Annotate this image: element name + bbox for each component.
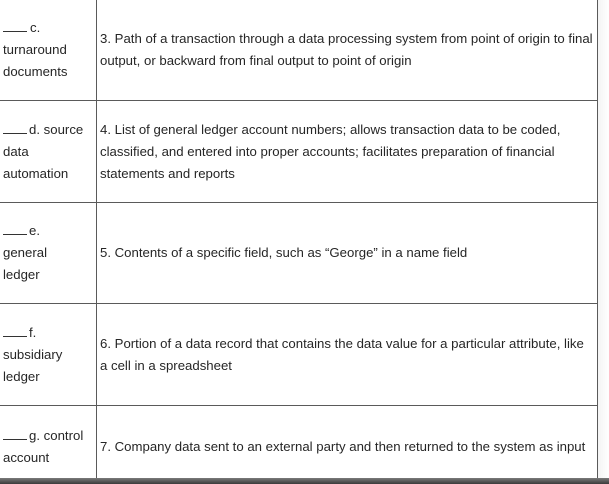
term-cell (0, 406, 97, 484)
term-line: turnaround (3, 41, 67, 57)
term-label: g. control (29, 428, 84, 443)
table-row (0, 304, 598, 406)
term-line: ledger (3, 267, 40, 282)
term-line (3, 220, 94, 242)
answer-blank[interactable] (3, 122, 27, 134)
definition-text: 6. Portion of a data record that contains the data value for a particular attribute, like a cell in a spreadsheet (100, 335, 584, 373)
term-line: account (3, 450, 50, 465)
definition-text: 5. Contents of a specific field, such as “George” in a name field (100, 245, 468, 260)
term-line: subsidiary (3, 346, 63, 362)
definition-cell (97, 203, 598, 304)
term-line: general (3, 245, 47, 260)
table-row (0, 406, 598, 484)
term-line: automation (3, 165, 69, 181)
definition-cell (97, 0, 598, 101)
answer-blank[interactable] (3, 20, 27, 32)
term-cell (0, 101, 97, 203)
definition-cell (97, 304, 598, 406)
definition-cell (97, 101, 598, 203)
definition-text: 4. List of general ledger account numbers; allows transaction data to be coded, classified, and entered into proper accounts; facilitates preparation of financial statements and reports (100, 121, 561, 181)
term-cell (0, 203, 97, 304)
answer-blank[interactable] (3, 325, 27, 337)
bottom-edge-shadow (0, 478, 609, 484)
table-row (0, 0, 598, 101)
term-line (3, 425, 94, 447)
term-label: c. (30, 19, 41, 35)
table-row (0, 203, 598, 304)
term-label: f. (29, 324, 37, 340)
definition-text: 3. Path of a transaction through a data processing system from point of origin to final output, or backward from final output to point of origin (100, 30, 593, 68)
answer-blank[interactable] (3, 223, 27, 235)
term-line: ledger (3, 368, 40, 384)
term-line (3, 119, 94, 141)
term-label: d. source (29, 121, 84, 137)
term-line: data (3, 143, 29, 159)
term-line: documents (3, 63, 68, 79)
answer-blank[interactable] (3, 428, 27, 440)
term-label: e. (29, 223, 40, 238)
definition-text: 7. Company data sent to an external party and then returned to the system as input (100, 439, 586, 454)
term-cell (0, 0, 97, 101)
term-line (3, 17, 94, 39)
term-line (3, 322, 94, 344)
table-row (0, 101, 598, 203)
right-edge-fade (598, 0, 609, 478)
term-cell (0, 304, 97, 406)
definition-cell (97, 406, 598, 484)
